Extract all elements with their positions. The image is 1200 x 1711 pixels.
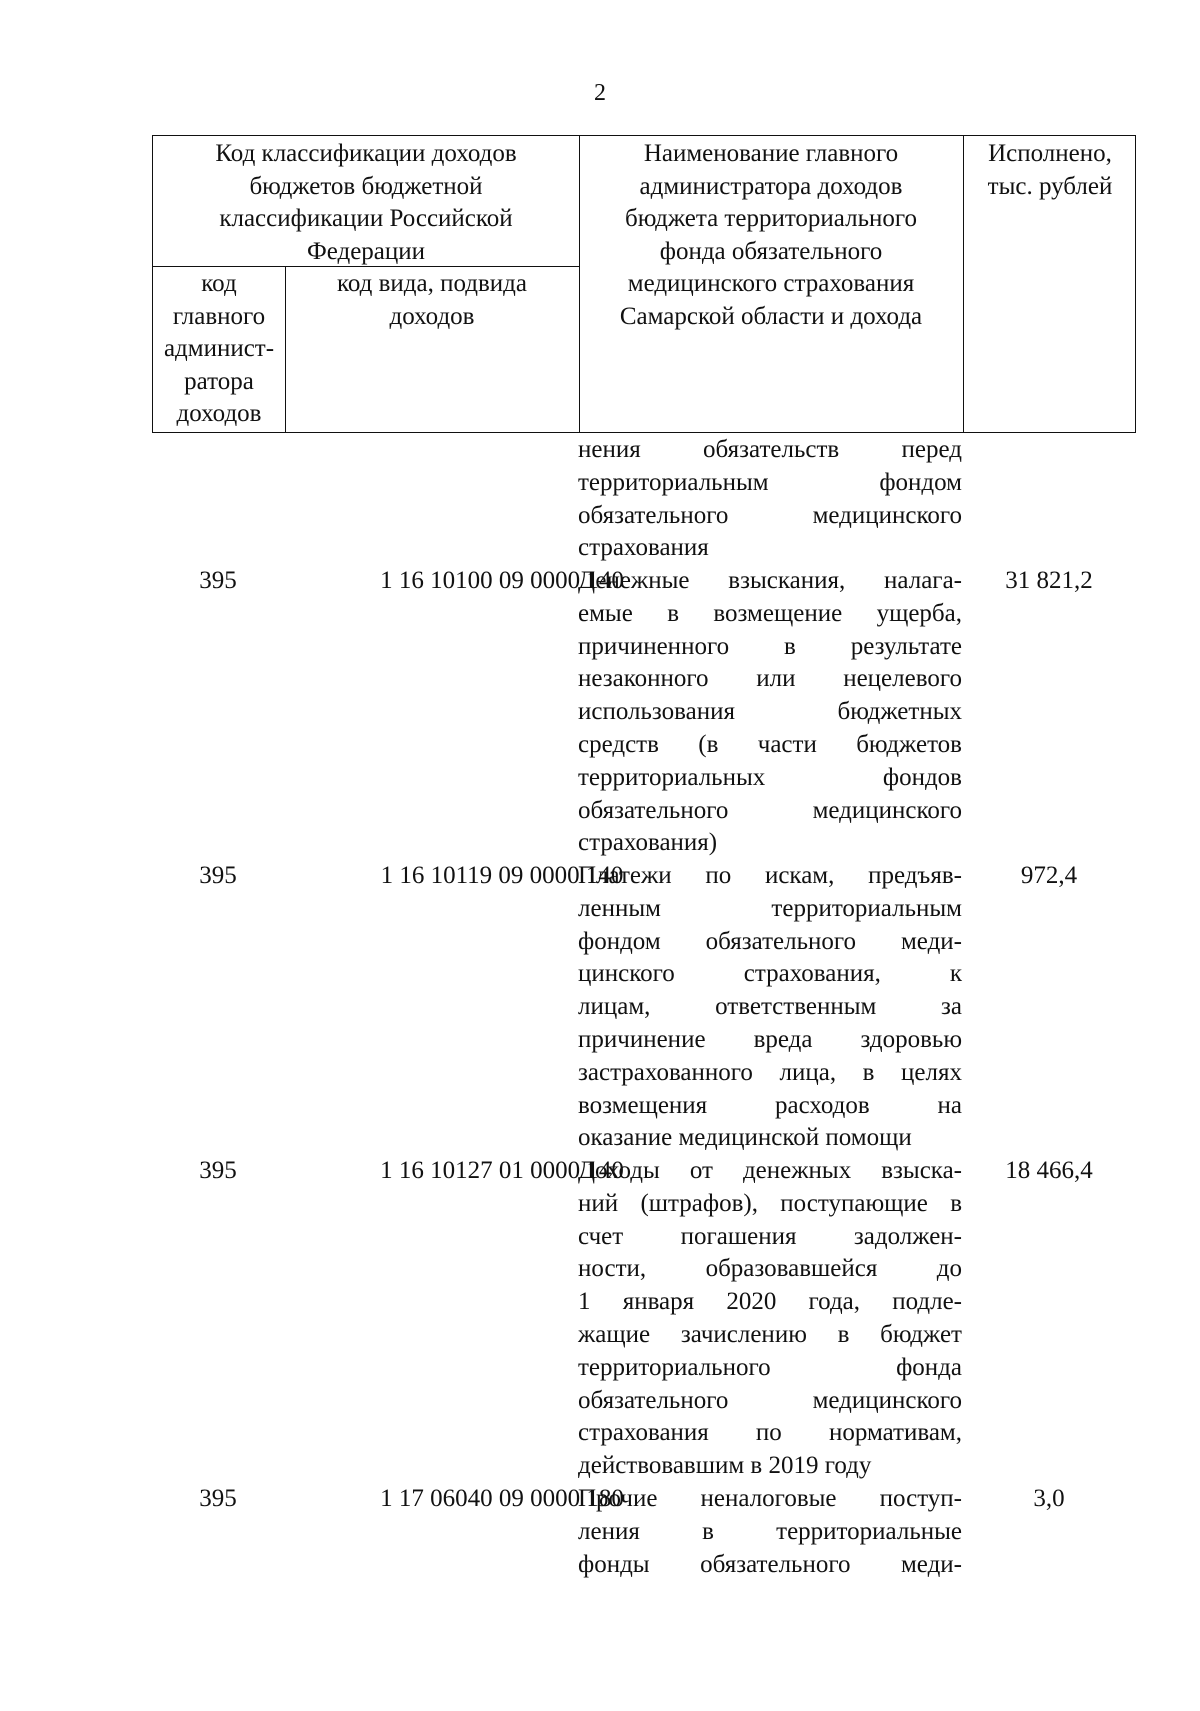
row-name-line: застрахованного лица, в целях bbox=[578, 1058, 962, 1086]
page-number: 2 bbox=[594, 80, 606, 106]
row-name bbox=[578, 1483, 962, 1581]
header-line: бюджета территориального bbox=[624, 205, 918, 232]
row-name-line: лицам, ответственным за bbox=[578, 993, 962, 1021]
row-name-line: фондом обязательного меди- bbox=[578, 927, 962, 955]
row-name bbox=[578, 434, 962, 565]
row-name-line: территориального фонда bbox=[578, 1353, 962, 1381]
row-name-line: нения обязательств перед bbox=[578, 436, 962, 463]
row-name-line: Платежи по искам, предъяв- bbox=[578, 862, 962, 889]
row-name-line: жащие зачислению в бюджет bbox=[578, 1320, 962, 1348]
row-name bbox=[578, 1155, 962, 1483]
row-name-line: ленным территориальным bbox=[578, 894, 962, 922]
header-line: главного bbox=[172, 302, 266, 330]
header-name bbox=[579, 138, 963, 333]
header-kind-code bbox=[285, 268, 579, 333]
row-amount: 3,0 bbox=[1033, 1485, 1065, 1512]
row-name-line: ления в территориальные bbox=[578, 1517, 962, 1545]
row-name-line: обязательного медицинского bbox=[578, 501, 962, 529]
row-name-line: фонды обязательного меди- bbox=[578, 1550, 962, 1578]
header-line: бюджетов бюджетной bbox=[249, 172, 483, 200]
row-kbk-code: 1 16 10127 01 0000 140 bbox=[380, 1157, 624, 1184]
row-name-line: возмещения расходов на bbox=[578, 1091, 962, 1119]
row-name-line: счет погашения задолжен- bbox=[578, 1222, 962, 1250]
row-name-line: оказание медицинской помощи bbox=[578, 1124, 912, 1152]
row-kbk-code: 1 16 10119 09 0000 140 bbox=[380, 862, 624, 889]
header-line: доходов bbox=[176, 400, 262, 427]
header-line: ратора bbox=[184, 367, 254, 395]
row-kbk-code: 1 17 06040 09 0000 180 bbox=[380, 1485, 624, 1512]
header-line: Самарской области и дохода bbox=[619, 302, 923, 330]
header-line: Наименование главного bbox=[643, 140, 899, 167]
header-line: Код классификации доходов bbox=[215, 140, 517, 167]
row-name-line: территориальных фондов bbox=[578, 763, 962, 791]
row-name-line: средств (в части бюджетов bbox=[578, 730, 962, 758]
row-name-line: ний (штрафов), поступающие в bbox=[578, 1189, 962, 1217]
row-kbk-code: 1 16 10100 09 0000 140 bbox=[380, 567, 624, 594]
row-name-line: территориальным фондом bbox=[578, 468, 962, 496]
row-admin-code: 395 bbox=[199, 1157, 237, 1184]
row-name-line: емые в возмещение ущерба, bbox=[578, 599, 962, 627]
row-name-line: 1 января 2020 года, подле- bbox=[578, 1288, 962, 1316]
row-amount: 18 466,4 bbox=[1005, 1157, 1093, 1184]
row-amount: 972,4 bbox=[1020, 862, 1078, 889]
row-name-line: Прочие неналоговые поступ- bbox=[578, 1485, 962, 1512]
row-name-line: причиненного в результате bbox=[578, 632, 962, 660]
header-line: администратора доходов bbox=[639, 172, 903, 200]
row-name-line: цинского страхования, к bbox=[578, 960, 962, 988]
header-line: код bbox=[201, 270, 237, 297]
row-name-line: Доходы от денежных взыска- bbox=[578, 1157, 962, 1184]
row-admin-code: 395 bbox=[199, 567, 237, 594]
row-name-line: страхования по нормативам, bbox=[578, 1419, 962, 1447]
header-line: тыс. рублей bbox=[987, 172, 1113, 200]
row-name bbox=[578, 860, 962, 1155]
row-name-line: обязательного медицинского bbox=[578, 1386, 962, 1414]
row-name-line: страхования) bbox=[578, 829, 718, 857]
row-name-line: обязательного медицинского bbox=[578, 796, 962, 824]
header-line: код вида, подвида bbox=[336, 270, 527, 297]
row-admin-code: 395 bbox=[199, 1485, 237, 1512]
header-line: Федерации bbox=[306, 237, 426, 265]
row-name-line: ности, образовавшейся до bbox=[578, 1255, 962, 1283]
header-line: классификации Российской bbox=[219, 205, 513, 232]
header-line: Исполнено, bbox=[988, 140, 1112, 167]
header-line: фонда обязательного bbox=[659, 237, 883, 265]
row-name-line: Денежные взыскания, налага- bbox=[578, 567, 962, 594]
header-line: медицинского страхования bbox=[627, 270, 915, 297]
header-line: админист- bbox=[163, 335, 275, 362]
header-admin-code bbox=[153, 268, 285, 431]
row-name bbox=[578, 565, 962, 860]
header-code-group bbox=[153, 138, 579, 268]
header-line: доходов bbox=[389, 302, 475, 330]
header-amount bbox=[963, 138, 1137, 203]
row-name-line: незаконного или нецелевого bbox=[578, 665, 962, 693]
row-name-line: использования бюджетных bbox=[578, 698, 962, 726]
row-name-line: действовавшим в 2019 году bbox=[578, 1452, 872, 1480]
row-name-line: причинение вреда здоровью bbox=[578, 1025, 962, 1053]
row-admin-code: 395 bbox=[199, 862, 237, 889]
table-header bbox=[152, 135, 1136, 433]
row-amount: 31 821,2 bbox=[1005, 567, 1093, 594]
row-name-line: страхования bbox=[578, 534, 709, 562]
